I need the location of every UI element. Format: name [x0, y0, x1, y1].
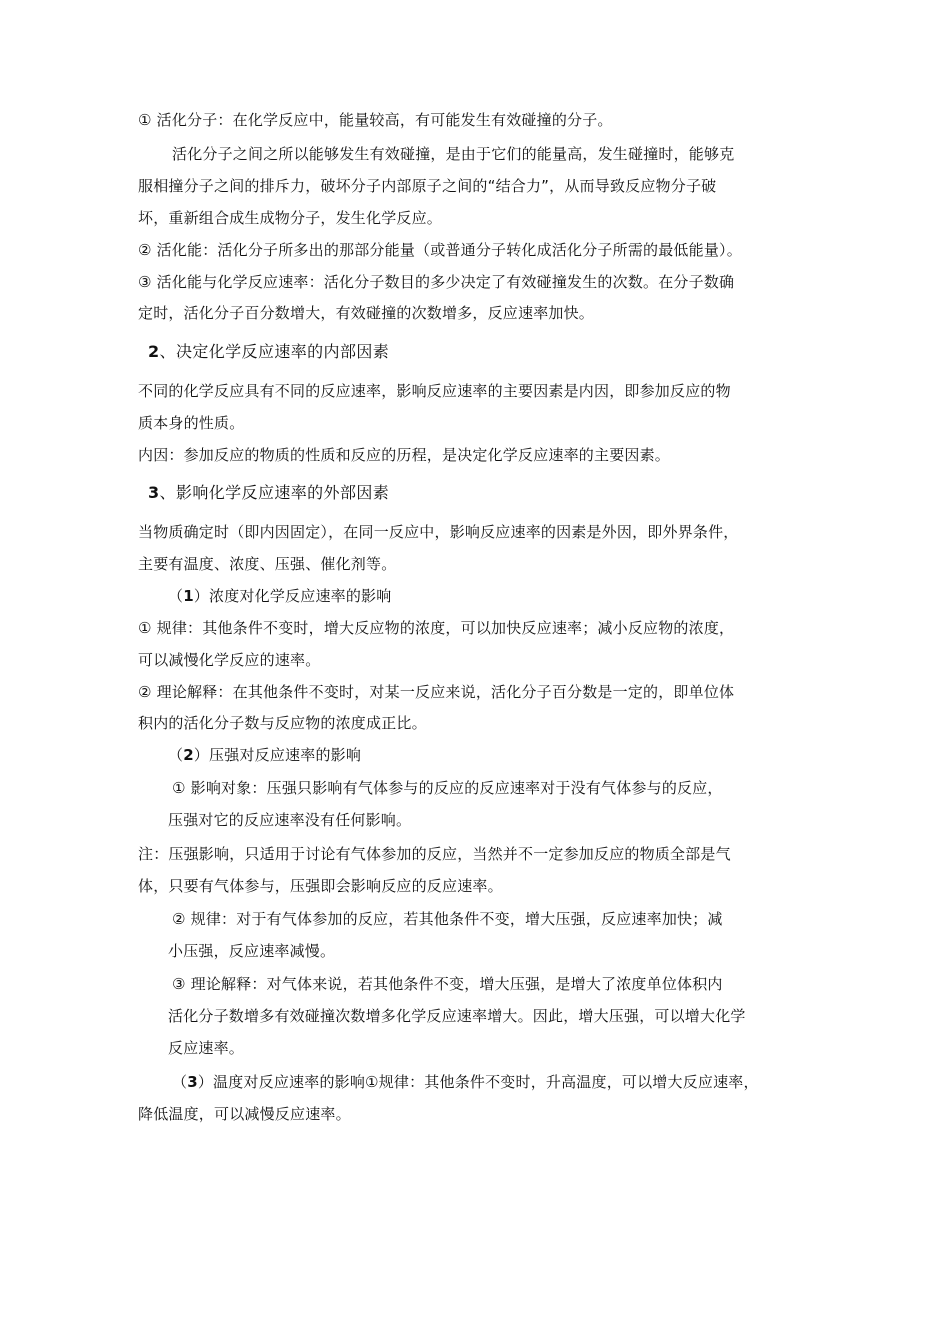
paragraph-line: 当物质确定时（即内因固定），在同一反应中，影响反应速率的因素是外因，即外界条件，	[138, 523, 739, 541]
subsection-number: 3	[187, 1073, 198, 1091]
subsection-number: 1	[183, 587, 194, 605]
subsection-title: ）浓度对化学反应速率的影响	[193, 587, 392, 605]
subsection-heading	[168, 745, 361, 765]
paragraph-line: 主要有温度、浓度、压强、催化剂等。	[138, 555, 397, 573]
paren: （	[172, 1073, 188, 1091]
paragraph-line: ① 影响对象：压强只影响有气体参与的反应的反应速率对于没有气体参与的反应，	[172, 779, 723, 797]
paragraph-line: ① 活化分子：在化学反应中，能量较高，有可能发生有效碰撞的分子。	[138, 111, 613, 129]
paragraph-line: 活化分子之间之所以能够发生有效碰撞，是由于它们的能量高，发生碰撞时，能够克	[172, 145, 735, 163]
subsection-heading	[172, 1072, 759, 1092]
paragraph-line: ③ 理论解释：对气体来说，若其他条件不变，增大压强，是增大了浓度单位体积内	[172, 975, 723, 993]
paragraph-line: ② 规律：对于有气体参加的反应，若其他条件不变，增大压强，反应速率加快；减	[172, 910, 723, 928]
subsection-number: 2	[183, 746, 194, 764]
paragraph-line: 压强对它的反应速率没有任何影响。	[168, 811, 412, 829]
paren: （	[168, 746, 184, 764]
paragraph-line: 不同的化学反应具有不同的反应速率，影响反应速率的主要因素是内因，即参加反应的物	[138, 382, 731, 400]
paragraph-line: 降低温度，可以减慢反应速率。	[138, 1105, 351, 1123]
paragraph-line: ② 活化能：活化分子所多出的那部分能量（或普通分子转化成活化分子所需的最低能量）。	[138, 241, 742, 259]
paragraph-line: ③ 活化能与化学反应速率：活化分子数目的多少决定了有效碰撞发生的次数。在分子数确	[138, 273, 735, 291]
paragraph-line: 质本身的性质。	[138, 414, 245, 432]
paragraph-line: 体，只要有气体参与，压强即会影响反应的反应速率。	[138, 877, 503, 895]
subsection-title: ）压强对反应速率的影响	[193, 746, 362, 764]
paragraph-line: 定时，活化分子百分数增大，有效碰撞的次数增多，反应速率加快。	[138, 304, 595, 322]
paragraph-line: ② 理论解释：在其他条件不变时，对某一反应来说，活化分子百分数是一定的，即单位体	[138, 683, 735, 701]
paren: （	[168, 587, 184, 605]
paragraph-line: 内因：参加反应的物质的性质和反应的历程，是决定化学反应速率的主要因素。	[138, 446, 671, 464]
paragraph-line: 小压强，反应速率减慢。	[168, 942, 336, 960]
paragraph-line: 注：压强影响，只适用于讨论有气体参加的反应，当然并不一定参加反应的物质全部是气	[138, 845, 731, 863]
paragraph-line: 可以减慢化学反应的速率。	[138, 651, 321, 669]
section-heading	[148, 342, 389, 362]
section-heading	[148, 483, 389, 503]
section-title: 、影响化学反应速率的外部因素	[159, 483, 390, 502]
paragraph-line: 坏，重新组合成生成物分子，发生化学反应。	[138, 209, 443, 227]
section-number: 3	[148, 483, 160, 502]
subsection-heading	[168, 586, 391, 606]
section-number: 2	[148, 342, 160, 361]
paragraph-line: 反应速率。	[168, 1039, 245, 1057]
section-title: 、决定化学反应速率的内部因素	[159, 342, 390, 361]
paragraph-line: 活化分子数增多有效碰撞次数增多化学反应速率增大。因此，增大压强，可以增大化学	[168, 1007, 746, 1025]
subsection-title: ）温度对反应速率的影响①规律：其他条件不变时，升高温度，可以增大反应速率，	[197, 1073, 759, 1091]
paragraph-line: 积内的活化分子数与反应物的浓度成正比。	[138, 714, 427, 732]
paragraph-line: 服相撞分子之间的排斥力，破坏分子内部原子之间的“结合力”，从而导致反应物分子破	[138, 177, 717, 195]
paragraph-line: ① 规律：其他条件不变时，增大反应物的浓度，可以加快反应速率；减小反应物的浓度，	[138, 619, 735, 637]
